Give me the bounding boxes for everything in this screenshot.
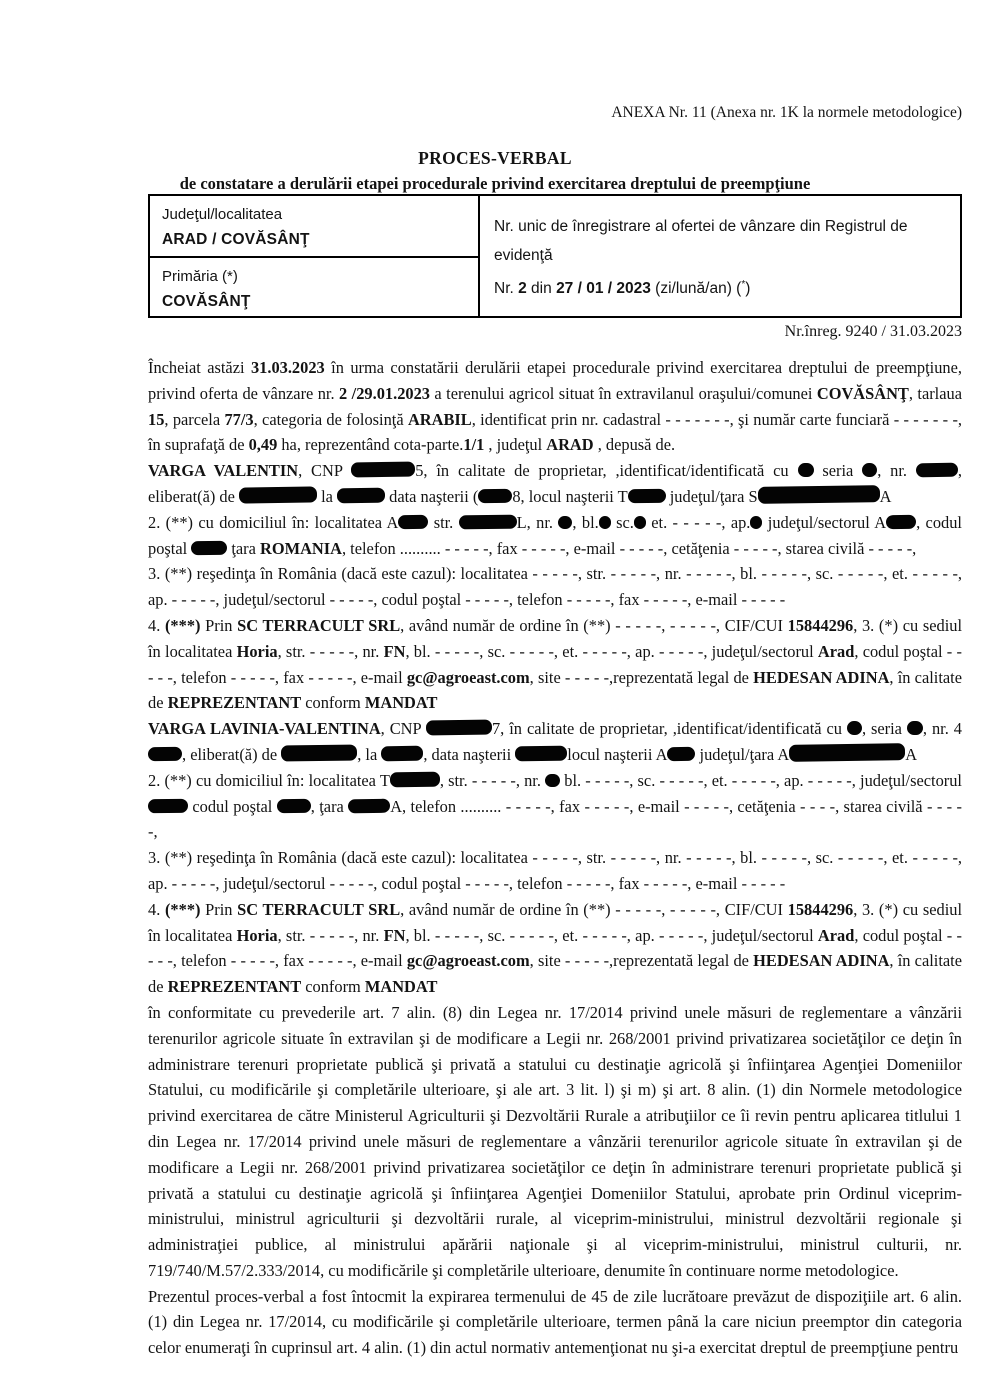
redaction-mark xyxy=(634,516,646,529)
paragraph: în conformitate cu prevederile art. 7 alin. (8) din Legea nr. 17/2014 privind unele măsuri de reglementare a vânzării terenurilor agricole situate în extravilan şi de modificare a Legii nr. 268/2001 privind privatizarea societăţilor ce deţin în administrare terenuri proprietate publică şi privată a statului cu destinaţie agricolă şi înfiinţarea Agenţiei Domeniilor Statului, cu modificările şi completările ulterioare, şi ale art. 3 lit. l) şi m) şi art. 8 alin. (1) din Normele metodologice privind exercitarea de către Ministerul Agriculturii şi Dezvoltării Rurale a atribuţiilor ce îi revin pentru aplicarea titlului 1 din Legea nr. 17/2014 privind unele măsuri de reglementare a vânzării terenurilor agricole situate în extravilan şi de modificare a Legii nr. 268/2001 privind privatizarea societăţilor ce deţin în administrare terenuri proprietate publică şi privată a statului cu destinaţie agricolă şi înfiinţarea Agenţiei Domeniilor Statului, aprobate prin Ordinul viceprim-ministrului, ministrul agriculturii şi dezvoltării rurale, al viceprim-ministrului, ministrul dezvoltării regionale şi administraţiei publice, al ministrului apărării naţionale şi al viceprim-ministrului, ministrul culturii, nr. 719/740/M.57/2.333/2014, cu modificările şi completările ulterioare, denumite în continuare norme metodologice. xyxy=(148,1002,962,1280)
county-value: ARAD / COVĂSÂNŢ xyxy=(162,231,310,248)
redaction-mark xyxy=(277,798,311,812)
redaction-mark xyxy=(628,489,666,504)
paragraph: 4. (***) Prin SC TERRACULT SRL, având număr de ordine în (**) - - - - -, - - - - -, CIF/CUI 15844296, 3. (*) cu sediul în localitatea Horia, str. - - - - -, nr. FN, bl. - - - - -, sc. - - - - -, et. - - - - -, ap. - - - - -, judeţul/sectorul Arad, codul poştal - - - - -, telefon - - - - -, fax - - - - -, e-mail gc@agroeast.com, site - - - - -,reprezentată legal de HEDESAN ADINA, în calitate de REPREZENTANT conform MANDAT xyxy=(148,615,962,713)
redaction-mark xyxy=(239,486,317,503)
redaction-mark xyxy=(478,489,512,503)
redaction-mark xyxy=(515,746,567,762)
redaction-mark xyxy=(599,516,611,529)
page-subtitle: de constatare a derulării etapei procedurale privind exercitarea dreptului de preempţiune xyxy=(179,174,811,193)
redaction-mark xyxy=(148,747,182,761)
redaction-mark xyxy=(351,462,415,478)
redaction-mark xyxy=(337,488,385,504)
county-label: Judeţul/localitatea xyxy=(162,206,283,223)
redaction-mark xyxy=(381,746,423,762)
redaction-mark xyxy=(757,485,879,504)
registration-table-left-column xyxy=(150,196,480,316)
annex-note: ANEXA Nr. 11 (Anexa nr. 1K la normele metodologice) xyxy=(611,104,962,121)
redaction-mark xyxy=(398,515,428,529)
redaction-mark xyxy=(348,798,390,813)
redaction-mark xyxy=(667,747,695,761)
county-cell xyxy=(150,196,478,258)
redaction-mark xyxy=(916,463,958,478)
cityhall-cell xyxy=(150,258,478,318)
redaction-mark xyxy=(191,540,227,555)
redaction-mark xyxy=(789,743,905,762)
redaction-mark xyxy=(148,798,188,813)
paragraph: 2. (**) cu domiciliul în: localitatea A str. L, nr. , bl. sc. et. - - - - -, ap. judeţul/sectorul A , codul poştal ţara ROMANIA, telefon .......... - - - - -, fax - - - - -, e-mail - - - - -, cetăţenia - - - - -, starea civilă - - - - -, xyxy=(148,512,962,558)
paragraph: Încheiat astăzi 31.03.2023 în urma constatării derulării etapei procedurale privind exercitarea dreptului de preempţiune, privind oferta de vânzare nr. 2 /29.01.2023 a terenului agricol situat în extravilanul oraşului/comunei COVĂSÂNŢ, tarlaua 15, parcela 77/3, categoria de folosinţă ARABIL, identificat prin nr. cadastral - - - - - - -, şi număr carte funciară - - - - - - -, în suprafaţă de 0,49 ha, reprezentând cota-parte.1/1 , judeţul ARAD , depusă de. xyxy=(148,358,962,455)
document-body xyxy=(148,355,962,1361)
redaction-mark xyxy=(459,514,517,529)
registration-note: Nr.înreg. 9240 / 31.03.2023 xyxy=(784,323,962,340)
redaction-mark xyxy=(545,774,560,787)
paragraph: 3. (**) reşedinţa în România (dacă este cazul): localitatea - - - - -, str. - - - - -, nr. - - - - -, bl. - - - - -, sc. - - - - -, et. - - - - -, ap. - - - - -, judeţul/sectorul - - - - -, codul poştal - - - - -, telefon - - - - -, fax - - - - -, e-mail - - - - - xyxy=(148,564,962,610)
paragraph: VARGA LAVINIA-VALENTINA, CNP 7, în calitate de proprietar, ,identificat/identificată cu , seria , nr. 4, eliberat(ă) de , la , data naşterii locul naşterii A judeţul/ţara A A xyxy=(148,719,962,764)
redaction-mark xyxy=(797,463,813,477)
redaction-mark xyxy=(862,463,877,477)
redaction-mark xyxy=(426,720,492,736)
redaction-mark xyxy=(847,721,862,735)
cityhall-value: COVĂSÂNŢ xyxy=(162,293,251,310)
redaction-mark xyxy=(281,744,357,761)
paragraph: 3. (**) reşedinţa în România (dacă este cazul): localitatea - - - - -, str. - - - - -, nr. - - - - -, bl. - - - - -, sc. - - - - -, et. - - - - -, ap. - - - - -, judeţul/sectorul - - - - -, codul poştal - - - - -, telefon - - - - -, fax - - - - -, e-mail - - - - - xyxy=(148,848,962,893)
offer-registration-cell xyxy=(480,196,960,316)
redaction-mark xyxy=(750,516,762,529)
redaction-mark xyxy=(886,515,916,529)
paragraph: Prezentul proces-verbal a fost întocmit la expirarea termenului de 45 de zile lucrătoare prevăzut de dispoziţiile art. 6 alin. (1) din Legea nr. 17/2014, cu modificările şi completările ulterioare, termen până la care niciun preemptor din categoria celor enumeraţi în cuprinsul art. 4 alin. (1) din actul normativ antemenţionat nu şi-a exercitat dreptul de preempţiune pentru xyxy=(148,1286,962,1358)
page-title: PROCES-VERBAL xyxy=(418,148,572,168)
redaction-mark xyxy=(907,721,923,735)
redaction-mark xyxy=(558,516,572,529)
cityhall-label: Primăria (*) xyxy=(162,268,238,285)
paragraph: 4. (***) Prin SC TERRACULT SRL, având număr de ordine în (**) - - - - -, - - - - -, CIF/CUI 15844296, 3. (*) cu sediul în localitatea Horia, str. - - - - -, nr. FN, bl. - - - - -, sc. - - - - -, et. - - - - -, ap. - - - - -, judeţul/sectorul Arad, codul poştal - - - - -, telefon - - - - -, fax - - - - -, e-mail gc@agroeast.com, site - - - - -,reprezentată legal de HEDESAN ADINA, în calitate de REPREZENTANT conform MANDAT xyxy=(148,899,962,997)
paragraph: 2. (**) cu domiciliul în: localitatea T , str. - - - - -, nr. bl. - - - - -, sc. - - - - -, et. - - - - -, ap. - - - - -, judeţul/sectorul codul poştal , ţara A, telefon .......... - - - - -, fax - - - - -, e-mail - - - - -, cetăţenia - - - -, starea civilă - - - - -, xyxy=(148,770,962,842)
offer-registration-number: Nr. 2 din 27 / 01 / 2023 (zi/lună/an) (*) xyxy=(494,279,751,298)
redaction-mark xyxy=(390,771,440,787)
offer-registration-label: Nr. unic de înregistrare al ofertei de vânzare din Registrul de evidenţă xyxy=(494,218,908,264)
registration-table xyxy=(148,194,962,318)
paragraph: VARGA VALENTIN, CNP 5, în calitate de proprietar, ,identificat/identificată cu seria , nr. , eliberat(ă) de la data naşterii ( 8, locul naşterii T judeţul/ţara S A xyxy=(148,461,963,506)
